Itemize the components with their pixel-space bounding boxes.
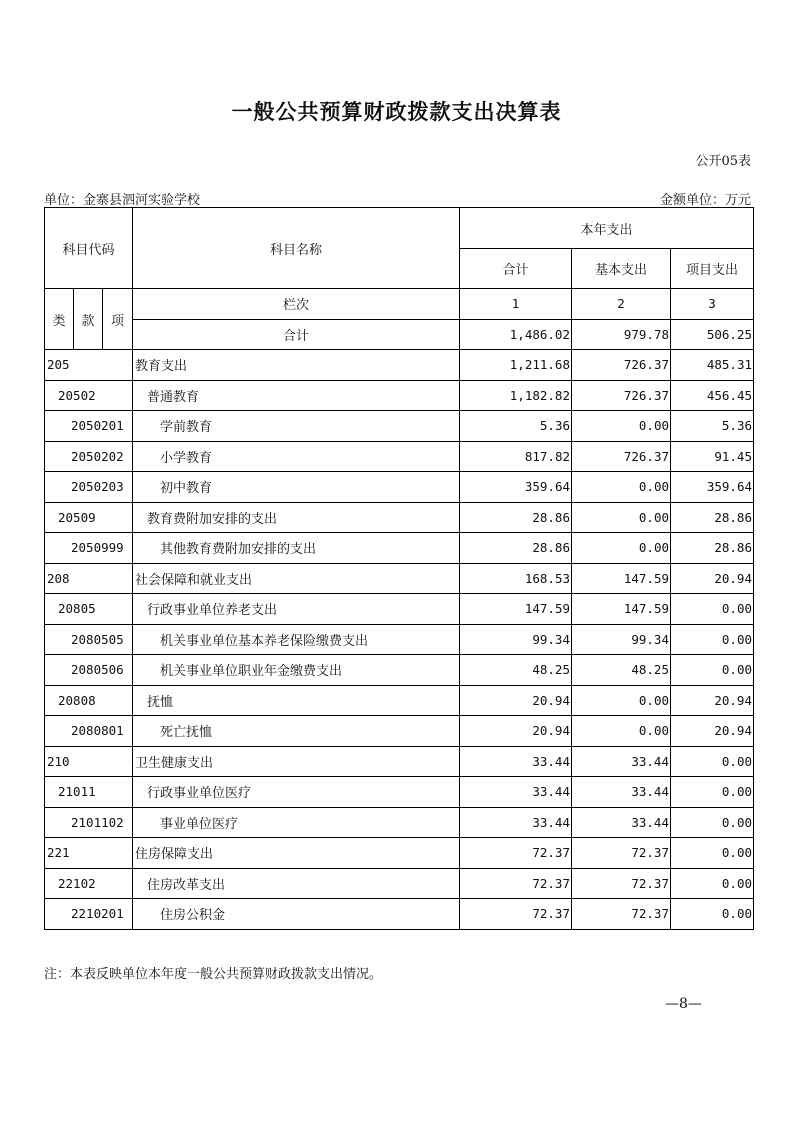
total-value: 72.37	[460, 868, 572, 899]
column-number-row	[45, 289, 754, 320]
project-value: 0.00	[671, 777, 754, 808]
column-number-3: 3	[671, 289, 754, 320]
project-value: 0.00	[671, 655, 754, 686]
subject-name: 学前教育	[133, 411, 460, 442]
subject-code: 20808	[45, 685, 133, 716]
subject-code: 2050999	[45, 533, 133, 564]
column-number-2: 2	[572, 289, 671, 320]
header-lei: 类	[45, 289, 74, 350]
total-value: 33.44	[460, 807, 572, 838]
table-row	[45, 563, 754, 594]
subject-name: 死亡抚恤	[133, 716, 460, 747]
project-value: 5.36	[671, 411, 754, 442]
sum-total: 1,486.02	[460, 319, 572, 350]
header-kuan: 款	[74, 289, 103, 350]
subject-code: 2080801	[45, 716, 133, 747]
table-row	[45, 624, 754, 655]
basic-value: 726.37	[572, 380, 671, 411]
subject-name: 普通教育	[133, 380, 460, 411]
subject-code: 21011	[45, 777, 133, 808]
subject-name: 抚恤	[133, 685, 460, 716]
table-row	[45, 441, 754, 472]
total-value: 168.53	[460, 563, 572, 594]
project-value: 20.94	[671, 563, 754, 594]
project-value: 0.00	[671, 624, 754, 655]
sum-project: 506.25	[671, 319, 754, 350]
total-value: 20.94	[460, 685, 572, 716]
subject-code: 2101102	[45, 807, 133, 838]
project-value: 456.45	[671, 380, 754, 411]
table-row	[45, 746, 754, 777]
total-value: 1,211.68	[460, 350, 572, 381]
table-row	[45, 380, 754, 411]
table-row	[45, 868, 754, 899]
header-total: 合计	[460, 249, 572, 289]
sum-label: 合计	[133, 319, 460, 350]
subject-name: 初中教育	[133, 472, 460, 503]
project-value: 28.86	[671, 502, 754, 533]
total-value: 33.44	[460, 777, 572, 808]
subject-name: 住房改革支出	[133, 868, 460, 899]
sum-basic: 979.78	[572, 319, 671, 350]
basic-value: 0.00	[572, 502, 671, 533]
basic-value: 72.37	[572, 868, 671, 899]
total-value: 99.34	[460, 624, 572, 655]
basic-value: 72.37	[572, 838, 671, 869]
table-row	[45, 472, 754, 503]
basic-value: 0.00	[572, 411, 671, 442]
subject-code: 2050202	[45, 441, 133, 472]
subject-code: 2050201	[45, 411, 133, 442]
header-basic: 基本支出	[572, 249, 671, 289]
table-row	[45, 716, 754, 747]
header-name: 科目名称	[133, 208, 460, 289]
subject-name: 行政事业单位养老支出	[133, 594, 460, 625]
basic-value: 726.37	[572, 441, 671, 472]
subject-name: 卫生健康支出	[133, 746, 460, 777]
subject-code: 208	[45, 563, 133, 594]
table-row	[45, 533, 754, 564]
project-value: 0.00	[671, 899, 754, 930]
column-number-label: 栏次	[133, 289, 460, 320]
amount-unit-label: 金额单位：万元	[659, 193, 751, 208]
subject-name: 教育支出	[133, 350, 460, 381]
total-value: 5.36	[460, 411, 572, 442]
basic-value: 33.44	[572, 777, 671, 808]
subject-name: 社会保障和就业支出	[133, 563, 460, 594]
subject-name: 教育费附加安排的支出	[133, 502, 460, 533]
total-value: 72.37	[460, 899, 572, 930]
subject-code: 221	[45, 838, 133, 869]
basic-value: 0.00	[572, 716, 671, 747]
subject-code: 22102	[45, 868, 133, 899]
subject-code: 205	[45, 350, 133, 381]
subject-name: 行政事业单位医疗	[133, 777, 460, 808]
subject-name: 机关事业单位职业年金缴费支出	[133, 655, 460, 686]
footnote: 注：本表反映单位本年度一般公共预算财政拨款支出情况。	[44, 967, 383, 982]
header-code: 科目代码	[45, 208, 133, 289]
page-title: 一般公共预算财政拨款支出决算表	[231, 99, 562, 124]
basic-value: 99.34	[572, 624, 671, 655]
table-row	[45, 502, 754, 533]
table-row	[45, 594, 754, 625]
table-row	[45, 807, 754, 838]
total-value: 28.86	[460, 502, 572, 533]
project-value: 0.00	[671, 838, 754, 869]
total-value: 359.64	[460, 472, 572, 503]
total-value: 817.82	[460, 441, 572, 472]
total-value: 147.59	[460, 594, 572, 625]
subject-code: 2080505	[45, 624, 133, 655]
subject-code: 2080506	[45, 655, 133, 686]
subject-name: 小学教育	[133, 441, 460, 472]
basic-value: 0.00	[572, 685, 671, 716]
basic-value: 0.00	[572, 472, 671, 503]
project-value: 0.00	[671, 746, 754, 777]
project-value: 0.00	[671, 594, 754, 625]
project-value: 20.94	[671, 685, 754, 716]
project-value: 28.86	[671, 533, 754, 564]
subject-code: 2050203	[45, 472, 133, 503]
table-row	[45, 411, 754, 442]
table-row	[45, 777, 754, 808]
unit-label: 单位：金寨县泗河实验学校	[44, 193, 201, 208]
page-number: —8—	[665, 996, 702, 1012]
subject-name: 机关事业单位基本养老保险缴费支出	[133, 624, 460, 655]
project-value: 91.45	[671, 441, 754, 472]
project-value: 485.31	[671, 350, 754, 381]
basic-value: 147.59	[572, 563, 671, 594]
project-value: 0.00	[671, 807, 754, 838]
subject-code: 20509	[45, 502, 133, 533]
total-value: 28.86	[460, 533, 572, 564]
subject-name: 其他教育费附加安排的支出	[133, 533, 460, 564]
basic-value: 147.59	[572, 594, 671, 625]
table-row	[45, 350, 754, 381]
header-xiang: 项	[103, 289, 133, 350]
total-value: 72.37	[460, 838, 572, 869]
subject-name: 住房公积金	[133, 899, 460, 930]
project-value: 20.94	[671, 716, 754, 747]
basic-value: 33.44	[572, 807, 671, 838]
basic-value: 48.25	[572, 655, 671, 686]
project-value: 0.00	[671, 868, 754, 899]
basic-value: 726.37	[572, 350, 671, 381]
header-row-1	[45, 208, 754, 249]
project-value: 359.64	[671, 472, 754, 503]
table-row	[45, 685, 754, 716]
header-year-expense: 本年支出	[460, 208, 754, 249]
subject-code: 210	[45, 746, 133, 777]
total-value: 33.44	[460, 746, 572, 777]
subject-name: 住房保障支出	[133, 838, 460, 869]
table-row	[45, 655, 754, 686]
form-number: 公开05表	[695, 154, 751, 169]
expenditure-table	[44, 207, 754, 930]
column-number-1: 1	[460, 289, 572, 320]
total-value: 20.94	[460, 716, 572, 747]
total-value: 1,182.82	[460, 380, 572, 411]
subject-name: 事业单位医疗	[133, 807, 460, 838]
table-row	[45, 899, 754, 930]
subject-code: 2210201	[45, 899, 133, 930]
subject-code: 20805	[45, 594, 133, 625]
header-project: 项目支出	[671, 249, 754, 289]
subject-code: 20502	[45, 380, 133, 411]
basic-value: 0.00	[572, 533, 671, 564]
table-row	[45, 838, 754, 869]
basic-value: 72.37	[572, 899, 671, 930]
sum-row	[45, 319, 754, 350]
total-value: 48.25	[460, 655, 572, 686]
basic-value: 33.44	[572, 746, 671, 777]
